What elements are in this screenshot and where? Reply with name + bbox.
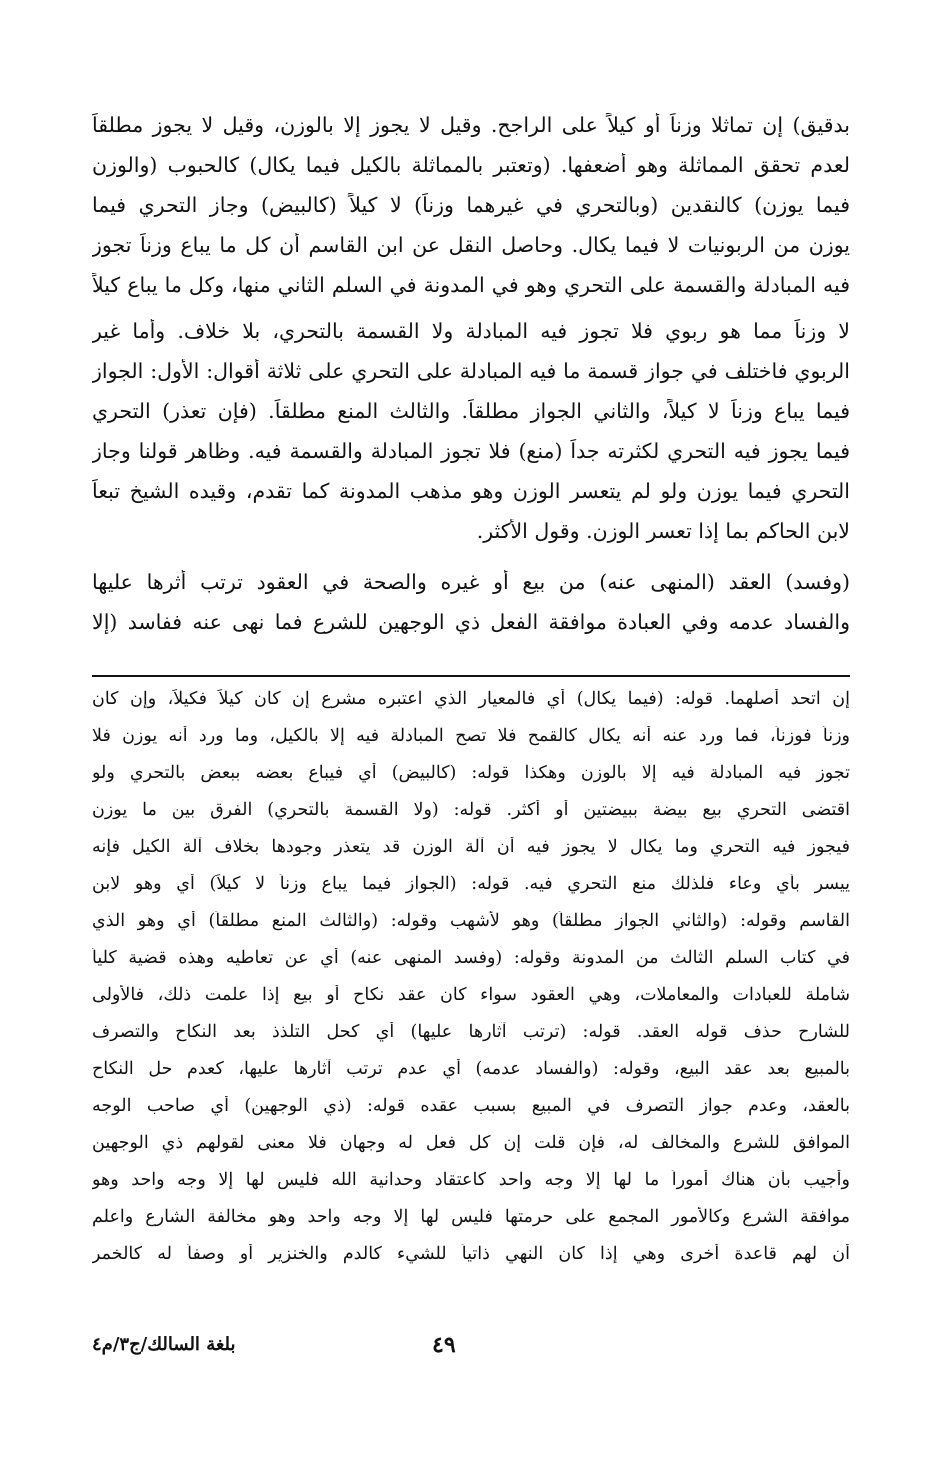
footnote-divider: [92, 675, 850, 677]
page-number: ٤٩: [432, 1332, 456, 1358]
footnote-line: إن اتحد أصلهما. قوله: (فيما يكال) أي فالمعيار الذي اعتبره مشرع إن كان كيلاً فكيلاً، وإن كان: [92, 689, 850, 709]
footnote-line: بالمبيع بعد عقد البيع، وقوله: (والفساد عدمه) أي عدم ترتب آثارها عليها، كعدم حل النكاح: [92, 1059, 850, 1079]
main-text-line: بدقيق) إن تماثلا وزناً أو كيلاً على الراجح. وقيل لا يجوز إلا بالوزن، وقيل لا يجوز مطلقاً: [92, 113, 850, 137]
footnote-line: وزناً فوزناً، فما ورد عنه أنه يكال كالقمح فلا تصح المبادلة فيه إلا بالكيل، وما ورد أنه يوزن فلا: [92, 726, 850, 746]
main-text-line: فيما يوزن) كالنقدين (وبالتحري في غيرهما وزناً) لا كيلاً (كالبيض) وجاز التحري فيما: [92, 193, 850, 217]
main-text-line: والفساد عدمه وفي العبادة موافقة الفعل ذي الوجهين للشرع فما نهى عنه ففاسد (إلا: [92, 610, 850, 634]
main-text-line: لا وزناً مما هو ربوي فلا تجوز فيه المبادلة ولا القسمة بالتحري، بلا خلاف. وأما غير: [92, 319, 850, 343]
main-text-line: لابن الحاكم بما إذا تعسر الوزن. وقول الأكثر.: [476, 519, 850, 543]
footnote-line: القاسم وقوله: (والثاني الجواز مطلقاً) وهو لأشهب وقوله: (والثالث المنع مطلقاً) أي وهو الذي: [92, 911, 850, 931]
footnote-line: فيجوز فيه التحري وما يكال لا يجوز فيه أن آلة الوزن قد يتعذر وجودها بخلاف آلة الكيل فإنه: [92, 837, 850, 857]
main-text-line: (وفسد) العقد (المنهى عنه) من بيع أو غيره والصحة في العقود ترتب أثرها عليها: [92, 570, 850, 594]
footnote-line: شاملة للعبادات والمعاملات، وهي العقود سواء كان عقد نكاح أو بيع إذا علمت ذلك، فالأولى: [92, 985, 850, 1005]
footnote-line: بالعقد، وعدم جواز التصرف في المبيع بسبب عقده قوله: (ذي الوجهين) أي صاحب الوجه: [92, 1096, 850, 1116]
page-footer: [92, 1334, 850, 1370]
main-text-line: الربوي فاختلف في جواز قسمة ما فيه المبادلة على التحري على ثلاثة أقوال: الأول: الجواز: [92, 359, 850, 383]
main-text-line: التحري فيما يوزن ولو لم يتعسر الوزن وهو مذهب المدونة كما تقدم، وقيده الشيخ تبعاً: [92, 479, 850, 503]
footnote-line: للشارح حذف قوله العقد. قوله: (ترتب آثارها عليها) أي كحل التلذذ بعد النكاح والتصرف: [92, 1022, 850, 1042]
main-text-line: فيما يباع وزناً لا كيلاً، والثاني الجواز مطلقاً. والثالث المنع مطلقاً. (فإن تعذر) التحري: [92, 399, 850, 423]
footnote-line: وأجيب بأن هناك أموراً ما لها إلا وجه واحد كاعتقاد وحدانية الله فليس لها إلا وجه واحد وهو: [92, 1170, 850, 1190]
footnote-line: موافقة الشرع وكالأمور المجمع على حرمتها فليس لها إلا وجه واحد وهو مخالفة الشارع واعلم: [92, 1207, 850, 1227]
footnote-line: الموافق للشرع والمخالف له، فإن قلت إن كل فعل له وجهان فلا معنى لقولهم ذي الوجهين: [92, 1133, 850, 1153]
main-text-line: فيه المبادلة والقسمة على التحري وهو في المدونة في السلم الثاني منها، وكل ما يباع كيلاً: [92, 273, 850, 297]
footnote-line: اقتضى التحري بيع بيضة ببيضتين أو أكثر. قوله: (ولا القسمة بالتحري) الفرق بين ما يوزن: [92, 800, 850, 820]
book-reference: بلغة السالك/ج٣/م٤: [92, 1334, 236, 1355]
main-text-line: لعدم تحقق المماثلة وهو أضعفها. (وتعتبر بالمماثلة بالكيل فيما يكال) كالحبوب (والوزن: [92, 153, 850, 177]
footnote-line: تجوز فيه المبادلة فيه إلا بالوزن وهكذا قوله: (كالبيض) أي فيباع بعضه ببعض بالتحري ولو: [92, 763, 850, 783]
footnote-line: أن لهم قاعدة أخرى وهي إذا كان النهي ذاتياً للشيء كالدم والخنزير أو وصفاً له كالخمر: [92, 1244, 850, 1264]
footnote-line: ييسر بأي وعاء فلذلك منع التحري فيه. قوله: (الجواز فيما يباع وزناً لا كيلاً) أي وهو لابن: [92, 874, 850, 894]
footnote-line: في كتاب السلم الثالث من المدونة وقوله: (وفسد المنهى عنه) أي عن تعاطيه وهذه قضية كلياً: [92, 948, 850, 968]
main-text-line: يوزن من الربونيات لا فيما يكال. وحاصل النقل عن ابن القاسم أن كل ما يباع وزناً تجوز: [92, 233, 850, 257]
main-text-line: فيما يجوز فيه التحري لكثرته جداً (منع) فلا تجوز المبادلة والقسمة فيه. وظاهر قولنا وجاز: [92, 439, 850, 463]
